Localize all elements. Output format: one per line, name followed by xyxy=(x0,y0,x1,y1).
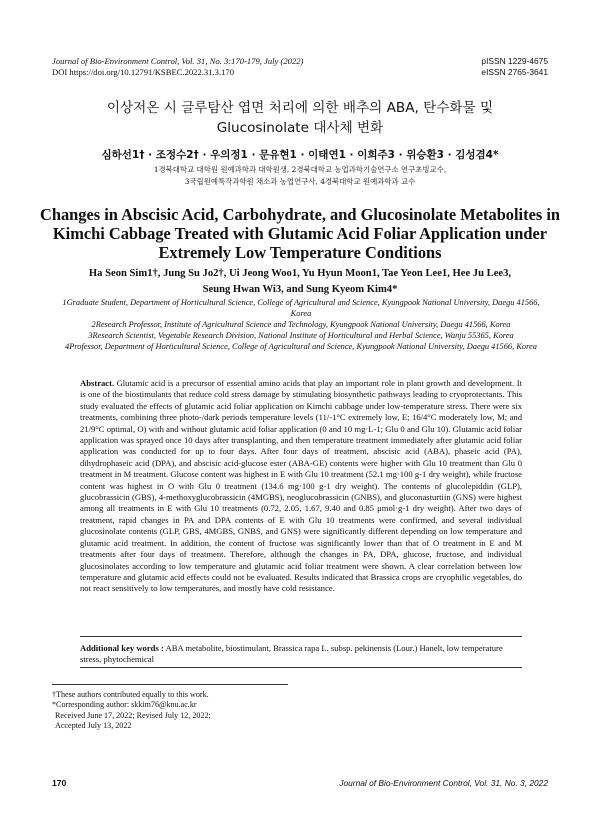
abstract xyxy=(80,378,522,595)
footnote-corresponding-author: *Corresponding author: skkim76@knu.ac.kr xyxy=(52,700,197,710)
korean-affiliations xyxy=(0,164,600,188)
english-affiliations xyxy=(60,298,542,353)
affiliation-2: 2Research Professor, Institute of Agricultural Science and Technology, Kyungpook National University, Daegu 41566, Korea xyxy=(91,319,511,329)
issn-block xyxy=(481,56,548,78)
korean-authors: 심하선1† · 조정수2† · 우의정1 · 문유현1 · 이태연1 · 이희주3 · 위승환3 · 김성겸4* xyxy=(101,149,499,161)
english-title xyxy=(40,205,560,262)
keywords-divider xyxy=(80,636,522,637)
footnote-equal-contribution: †These authors contributed equally to this work. xyxy=(52,690,209,699)
abstract-text: Glutamic acid is a precursor of essential amino acids that play an important role in plant growth and development. It is one of the biostimulants that reduce cold stress damage by stimulating biosynthetic pathways leading to cryoprotectants. This study evaluated the effects of glutamic acid foliar application on Kimchi cabbage under low-temperature stress. There were six treatments, combining three photo-/dark periods temperature levels (11/-1°C extremely low, E; 16/4°C moderately low, M; and 21/9°C optimal, O) with and without glutamic acid foliar application (0 and 10 mg·L-1; Glu 0 and Glu 10). Glutamic acid foliar application was sprayed once 10 days after transplanting, and then temperature treatment immediately after glutamic acid foliar application was conducted for up to four days. After four days of treatment, abscisic acid (ABA), phaseic acid (PA), dihydrophaseic acid (DPA), and abscisic acid-glucose ester (ABA-GE) contents were higher with Glu 10 treatment than Glu 0 treatment in M treatment. Glucose content was highest in E with Glu 10 treatment (52.1 mg·100 g-1 dry weight), while fructose content was highest in O with Glu 0 treatment (134.6 mg·100 g-1 dry weight). The contents of glucolepiddin (GLP), glucobrassicin (GBS), 4-methoxyglucobrassicin (4MGBS), neoglucobrassicin (GNBS), and gluconasturtiin (GNS) were highest among all treatments in E with Glu 10 treatments (0.72, 2.05, 1.67, 9.40 and 0.85 μmol·g-1 dry weight). After two days of treatment, rapid changes in PA and DPA contents of E with Glu 10 treatments were confirmed, and several individual glucosinolate contents (GLP, GBS, 4MGBS, GNBS, and GNS) were significantly different depending on low temperature and glutamic acid treatment. In addition, the content of fructose was significantly lower than that of O treatment in E and M treatments after four days of treatment. Therefore, although the changes in PA, DPA, glucose, fructose, and individual glucosinolates according to low temperature and glutamic acid foliar treatment were shown. A clear correlation between low temperature and glutamic acid effects could not be evaluated. Results indicated that Brassica crops are cryophilic vegetables, do not react sensitively to low temperatures, and mostly have cold resistance. xyxy=(80,378,522,594)
korean-affil-line2: 3국립원예특작과학원 채소과 농업연구사, 4경북대학교 원예과학과 교수 xyxy=(184,177,416,186)
abstract-label: Abstract. xyxy=(80,378,115,388)
footer-journal xyxy=(339,778,548,788)
english-title-line2: Kimchi Cabbage Treated with Glutamic Acid Foliar Application under xyxy=(52,224,548,243)
footnotes xyxy=(52,690,211,732)
keywords xyxy=(80,643,522,666)
footnote-accepted: Accepted July 13, 2022 xyxy=(55,721,132,731)
korean-title-line1: 이상저온 시 글루탐산 엽면 처리에 의한 배추의 ABA, 탄수화물 및 xyxy=(106,100,494,116)
keywords-text: ABA metabolite, biostimulant, Brassica rapa L. subsp. pekinensis (Lour.) Hanelt, low temperature stress, phytochemical xyxy=(80,643,503,665)
keywords-bottom-divider xyxy=(80,667,522,668)
footnote-divider xyxy=(52,684,288,685)
english-authors xyxy=(40,266,560,298)
doi: DOI https://doi.org/10.12791/KSBEC.2022.31.3.170 xyxy=(52,67,234,77)
english-title-line3: Extremely Low Temperature Conditions xyxy=(158,243,442,262)
english-authors-line2: Seung Hwan Wi3, and Sung Kyeom Kim4* xyxy=(202,284,398,295)
english-authors-line1: Ha Seon Sim1†, Jung Su Jo2†, Ui Jeong Woo1, Yu Hyun Moon1, Tae Yeon Lee1, Hee Ju Lee3, xyxy=(88,268,512,279)
korean-affil-line1: 1경북대학교 대학원 원예과학과 대학원생, 2경북대학교 농업과학기술연구소 연구초빙교수, xyxy=(153,165,447,174)
footer-journal-text: Journal of Bio-Environment Control, Vol. 31, No. 3, 2022 xyxy=(339,778,548,788)
pissn: pISSN 1229-4675 xyxy=(481,56,548,66)
footnote-received: Received June 17, 2022; Revised July 12, 2022; xyxy=(55,710,211,720)
journal-header xyxy=(52,56,303,78)
korean-title xyxy=(0,98,600,138)
keywords-label: Additional key words : xyxy=(80,643,164,653)
affiliation-1: 1Graduate Student, Department of Horticultural Science, College of Agricultural and Science, Kyungpook National University, Daegu 41566, Korea xyxy=(62,298,540,318)
affiliation-3: 3Research Scientist, Vegetable Research Division, National Institute of Horticultural and Herbal Science, Wanju 55365, Korea xyxy=(88,330,514,340)
korean-title-line2: Glucosinolate 대사체 변화 xyxy=(216,120,384,136)
journal-citation: Journal of Bio-Environment Control, Vol. 31, No. 3:170-179, July (2022) xyxy=(52,56,304,66)
eissn: eISSN 2765-3641 xyxy=(481,67,548,77)
affiliation-4: 4Professor, Department of Horticultural Science, College of Agricultural and Science, Kyungpook National University, Daegu 41566, Korea xyxy=(65,341,537,351)
page-number: 170 xyxy=(52,778,67,788)
english-title-line1: Changes in Abscisic Acid, Carbohydrate, and Glucosinolate Metabolites in xyxy=(40,205,560,224)
